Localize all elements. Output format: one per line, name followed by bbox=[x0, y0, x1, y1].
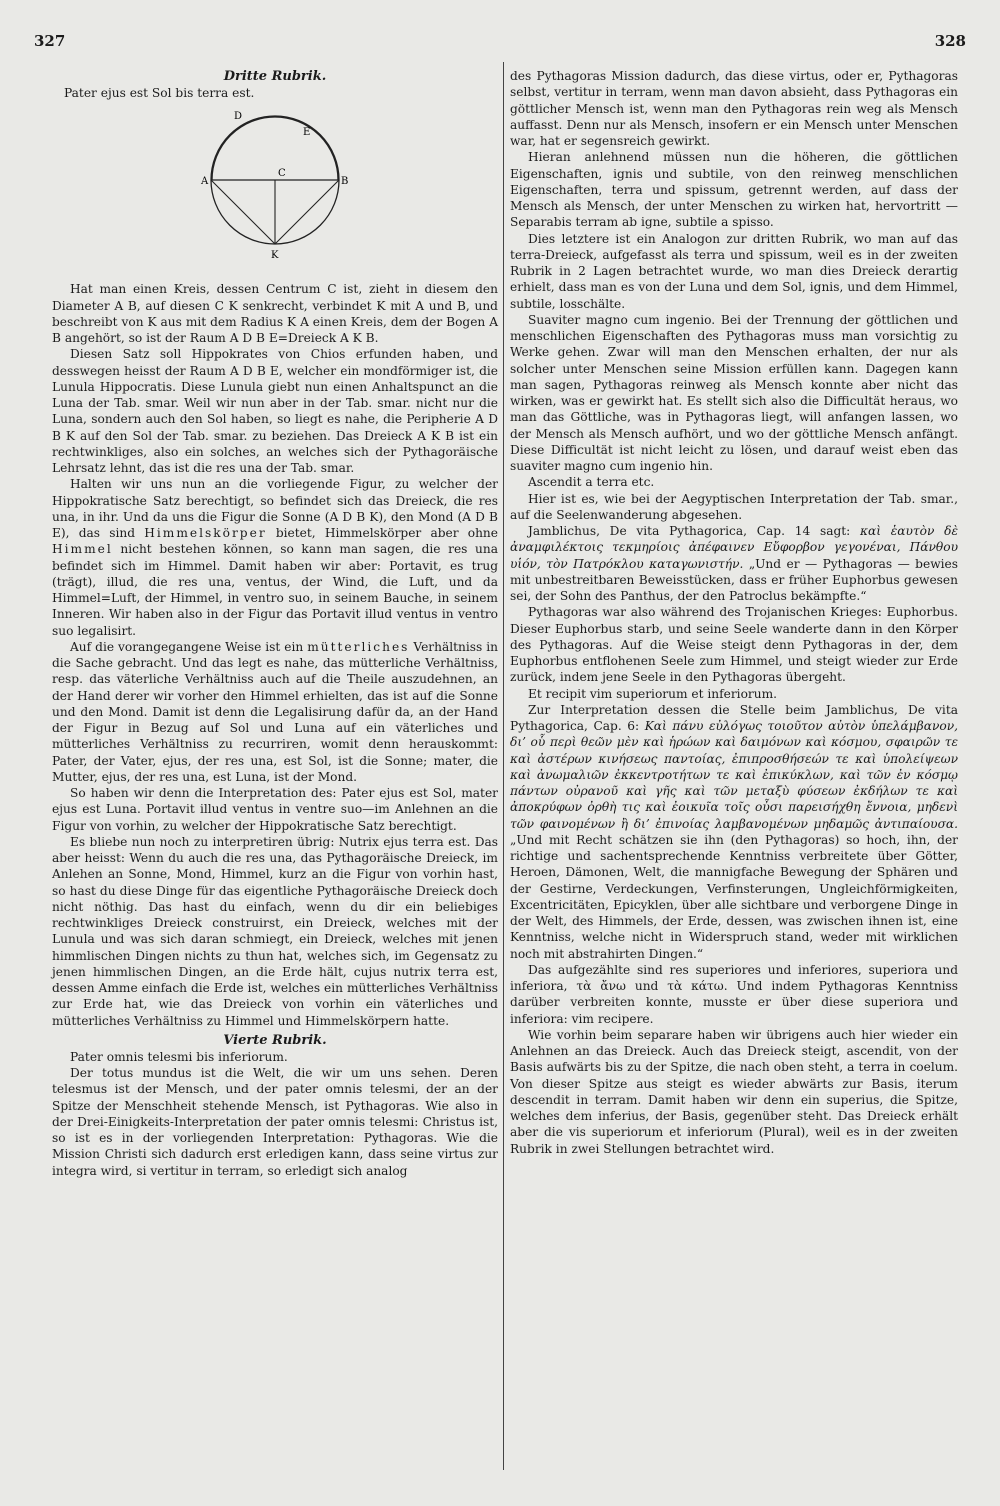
paragraph: Der totus mundus ist die Welt, die wir um uns sehen. Deren telesmus ist der Mensch, und der pater omnis telesmi, der an der Spitze der Menschheit stehende Mensch, ist Pythagoras. Wie also in der Drei-Einigkeits-Interpretation der pater omnis telesmi: Christus ist, so ist es in der vorliegenden Interpretation: Pythagoras. Wie die Mission Christi sich dadurch erst erledigen kann, dass seine virtus zur integra wird, si vertitur in terram, so erledigt sich analog bbox=[52, 1066, 498, 1178]
column-divider bbox=[503, 62, 504, 1470]
paragraph: So haben wir denn die Interpretation des: Pater ejus est Sol, mater ejus est Luna. Portavit illud ventus in ventre suo—im Anlehnen an die Figur von vorhin, zu welcher der Hippokratische Satz berechtigt. bbox=[52, 786, 498, 833]
paragraph: Es bliebe nun noch zu interpretiren übrig: Nutrix ejus terra est. Das aber heisst: Wenn du auch die res una, das Pythagoräische Dreieck, im Anlehen an Sonne, Mond, Himmel, kurz an die Figur von vorhin hast, so hast du diese Dinge für das eigentliche Pythagoräische Dreieck doch nicht nöthig. Das hast du einfach, wenn du dir ein beliebiges rechtwinkliges Dreieck construirst, ein Dreieck, welches mit der Lunula und was sich daran schmiegt, ein Dreieck, welches mit jenen himmlischen Dingen nichts zu thun hat, welches sich, im Gegensatz zu jenen himmlischen Dingen, an die Erde hält, cujus nutrix terra est, dessen Amme einfach die Erde ist, welches ein mütterliches Verhältniss zur Erde hat, wie das Dreieck von vorhin ein väterliches und mütterliches Verhältniss zu Himmel und Himmelskörpern hatte. bbox=[52, 834, 498, 1028]
paragraph: Halten wir uns nun an die vorliegende Figur, zu welcher der Hippokratische Satz berechtigt, so befindet sich das Dreieck, die res una, in ihr. Und da uns die Figur die Sonne (A D B K), den Mond (A D B E), das sind Himmelskörper bietet, Himmelskörper aber ohne Himmel nicht bestehen können, so kann man sagen, die res una befindet sich im Himmel. Damit haben wir aber: Portavit, es trug (trägt), illud, die res una, ventus, der Wind, die Luft, und da Himmel=Luft, der Himmel, in ventro suo, in seinem Bauche, in seinem Inneren. Wir haben also in der Figur das Portavit illud ventus in ventro suo legalisirt. bbox=[52, 477, 498, 638]
paragraph: Pythagoras war also während des Trojanischen Krieges: Euphorbus. Dieser Euphorbus starb, und seine Seele wanderte dann in den Körper des Pythagoras. Auf die Weise steigt denn Pythagoras in der, dem Euphorbus entflohenen Seele zum Himmel, und steigt wieder zur Erde zurück, indem jene Seele in den Pythagoras übergeht. bbox=[510, 605, 958, 685]
page-number-left: 327 bbox=[34, 32, 66, 50]
figure-label-b: B bbox=[341, 176, 349, 188]
paragraph: Hat man einen Kreis, dessen Centrum C ist, zieht in diesem den Diameter A B, auf diesen C K senkrecht, verbindet K mit A und B, und beschreibt von K aus mit dem Radius K A einen Kreis, dem der Bogen A B angehört, so ist der Raum A D B E=Dreieck A K B. bbox=[52, 282, 498, 345]
section-heading-dritte-rubrik: Dritte Rubrik. bbox=[223, 69, 327, 84]
figure-label-c: C bbox=[278, 168, 286, 180]
paragraph: Suaviter magno cum ingenio. Bei der Trennung der göttlichen und menschlichen Eigenschaften des Pythagoras muss man vorsichtig zu Werke gehen. Zwar will man den Menschen erhalten, der nur als solcher unter Menschen seine Mission erfüllen kann. Dagegen kann man sagen, Pythagoras reinweg als Mensch konnte aber nicht das wirken, was er gewirkt hat. Es stellt sich also die Difficultät heraus, wo man das Göttliche, was in Pythagoras liegt, will anfangen lassen, wo der Mensch als Mensch aufhört, und wo der göttliche Mensch anfängt. Diese Difficultät ist nicht leicht zu lösen, und darauf weist eben das suaviter magno cum ingenio hin. bbox=[510, 312, 958, 473]
right-column bbox=[510, 68, 958, 1157]
paragraph: Wie vorhin beim separare haben wir übrigens auch hier wieder ein Anlehnen an das Dreieck. Auch das Dreieck steigt, ascendit, von der Basis aufwärts bis zu der Spitze, die nach oben steht, a terra in coelum. Von dieser Spitze aus steigt es wieder abwärts zur Basis, iterum descendit in terram. Damit haben wir denn ein superius, die Spitze, welches dem inferius, der Basis, gegenüber steht. Das Dreieck erhält aber die vis superiorum et inferiorum (Plural), weil es in der zweiten Rubrik in zwei Stellungen betrachtet wird. bbox=[510, 1027, 958, 1156]
paragraph: Hier ist es, wie bei der Aegyptischen Interpretation der Tab. smar., auf die Seelenwanderung abgesehen. bbox=[510, 491, 958, 522]
paragraph: des Pythagoras Mission dadurch, das diese virtus, oder er, Pythagoras selbst, vertitur in terram, wenn man davon absieht, dass Pythagoras ein göttlicher Mensch ist, wenn man den Pythagoras rein weg als Mensch auffasst. Denn nur als Mensch, insofern er ein Mensch unter Menschen war, hat er segensreich gewirkt. bbox=[510, 69, 958, 148]
rubric-motto: Pater ejus est Sol bis terra est. bbox=[64, 86, 255, 100]
page-number-right: 328 bbox=[934, 32, 966, 50]
figure-label-d: D bbox=[234, 111, 243, 123]
greek-quote: Καὶ πάνυ εὐλόγως τοιοῦτον αὐτὸν ὑπελάμβανον, δι’ οὗ περὶ θεῶν μὲν καὶ ἡρώων καὶ δαιμόνων καὶ κόσμου, σφαιρῶν τε καὶ ἀστέρων κινήσεως παντοίας, ἐπιπροσθήσεών τε καὶ ὑπολείψεων καὶ ἀνωμαλιῶν ἐκκεντροτήτων τε καὶ ἐπικύκλων, καὶ τῶν ἐν κόσμῳ πάντων οὐρανοῦ καὶ γῆς καὶ τῶν μεταξὺ φύσεων ἐκδήλων τε καὶ ἀποκρύφων ὀρθὴ τις καὶ ἐοικυῖα τοῖς οὖσι παρεισήχθη ἔννοια, μηδενὶ τῶν φαινομένων ἢ δι’ ἐπινοίας λαμβανομένων μηδαμῶς ἀντιπαίουσα. bbox=[510, 719, 958, 831]
paragraph: Das aufgezählte sind res superiores und inferiores, superiora und inferiora, τὰ ἄνω und τὰ κάτω. Und indem Pythagoras Kenntniss darüber verbreiten konnte, musste er über diese superiora und inferiora: vim recipere. bbox=[510, 962, 958, 1026]
paragraph: Ascendit a terra etc. bbox=[528, 475, 655, 490]
paragraph: Zur Interpretation dessen die Stelle beim Jamblichus, De vita Pythagorica, Cap. 6: Καὶ πάνυ εὐλόγως τοιοῦτον αὐτὸν ὑπελάμβανον, δι’ οὗ περὶ θεῶν μὲν καὶ ἡρώων καὶ δαιμόνων καὶ κόσμου, σφαιρῶν τε καὶ ἀστέρων κινήσεως παντοίας, ἐπιπροσθήσεών τε καὶ ὑπολείψεων καὶ ἀνωμαλιῶν ἐκκεντροτήτων τε καὶ ἐπικύκλων, καὶ τῶν ἐν κόσμῳ πάντων οὐρανοῦ καὶ γῆς καὶ τῶν μεταξὺ φύσεων ἐκδήλων τε καὶ ἀποκρύφων ὀρθὴ τις καὶ ἐοικυῖα τοῖς οὖσι παρεισήχθη ἔννοια, μηδενὶ τῶν φαινομένων ἢ δι’ ἐπινοίας λαμβανομένων μηδαμῶς ἀντιπαίουσα. „Und mit Recht schätzen sie ihn (den Pythagoras) so hoch, ihn, der richtige und sachentsprechende Kenntniss verbreitete über Götter, Heroen, Dämonen, Welt, die mannigfache Bewegung der Sphären und der Gestirne, Verdeckungen, Verfinsterungen, Ungleichförmigkeiten, Excentricitäten, Epicyklen, über alle sichtbare und verborgene Dinge in der Welt, des Himmels, der Erde, dessen, was zwischen ihnen ist, eine Kenntniss, welche nicht in Widerspruch stand, weder mit wirklichen noch mit abstrahirten Dingen.“ bbox=[510, 702, 958, 961]
rubric-motto: Pater omnis telesmi bis inferiorum. bbox=[70, 1049, 288, 1064]
section-heading-vierte-rubrik: Vierte Rubrik. bbox=[223, 1032, 327, 1048]
figure-label-k: K bbox=[271, 250, 279, 262]
paragraph: Dies letztere ist ein Analogon zur dritten Rubrik, wo man auf das terra-Dreieck, aufgefasst als terra und spissum, weil es in der zweiten Rubrik in 2 Lagen betrachtet wurde, wo man dies Dreieck derartig erhielt, dass man es von der Luna und dem Sol, ignis, und dem Himmel, subtile, losschälte. bbox=[510, 231, 958, 311]
paragraph: Diesen Satz soll Hippokrates von Chios erfunden haben, und desswegen heisst der Raum A D B E, welcher ein mondförmiger ist, die Lunula Hippocratis. Diese Lunula giebt nun einen Anhaltspunct an die Luna der Tab. smar. Weil wir nun aber in der Tab. smar. nicht nur die Luna, sondern auch den Sol haben, so liegt es nahe, die Peripherie A D B K auf den Sol der Tab. smar. zu beziehen. Das Dreieck A K B ist ein rechtwinkliges, also ein solches, an welches sich der Pythagoräische Lehrsatz lehnt, das ist die res una der Tab. smar. bbox=[52, 347, 498, 475]
figure-label-a: A bbox=[201, 176, 209, 188]
left-column bbox=[52, 68, 498, 1179]
geometry-figure bbox=[200, 105, 350, 275]
paragraph: Et recipit vim superiorum et inferiorum. bbox=[528, 686, 778, 701]
greek-quote: καὶ ἑαυτὸν δὲ ἀναμφιλέκτοις τεκμηρίοις ἀπέφαινεν Εὔφορβον γεγονέναι, Πάνθου υἱόν, τὸν Πατρόκλου καταγωνιστήν. bbox=[510, 524, 959, 571]
paragraph: Hieran anlehnend müssen nun die höheren, die göttlichen Eigenschaften, ignis und subtile, von den reinweg menschlichen Eigenschaften, terra und spissum, getrennt werden, auf dass der Mensch als Mensch, der unter Menschen zu wirken hat, hervortritt — Separabis terram ab igne, subtile a spisso. bbox=[510, 150, 958, 230]
paragraph: Auf die vorangegangene Weise ist ein mütterliches Verhältniss in die Sache gebracht. Und das legt es nahe, das mütterliche Verhältniss, resp. das väterliche Verhältniss auch auf die Theile auszudehnen, an der Hand derer wir vorher den Himmel erhielten, das ist auf die Sonne und den Mond. Damit ist denn die Legalisirung dafür da, an der Hand der Figur in Bezug auf Sol und Luna auf ein väterliches und mütterliches Verhältniss zu recurriren, womit denn herauskommt: Pater, der Vater, ejus, der res una, est Sol, ist die Sonne; mater, die Mutter, ejus, der res una, est Luna, ist der Mond. bbox=[52, 639, 499, 784]
paragraph: Jamblichus, De vita Pythagorica, Cap. 14 sagt: καὶ ἑαυτὸν δὲ ἀναμφιλέκτοις τεκμηρίοις ἀπέφαινεν Εὔφορβον γεγονέναι, Πάνθου υἱόν, τὸν Πατρόκλου καταγωνιστήν. „Und er — Pythagoras — bewies mit unbestreitbaren Beweisstücken, dass er früher Euphorbus gewesen sei, der Sohn des Panthus, der den Patroclus bekämpfte.“ bbox=[510, 524, 959, 603]
figure-label-e: E bbox=[303, 127, 311, 139]
